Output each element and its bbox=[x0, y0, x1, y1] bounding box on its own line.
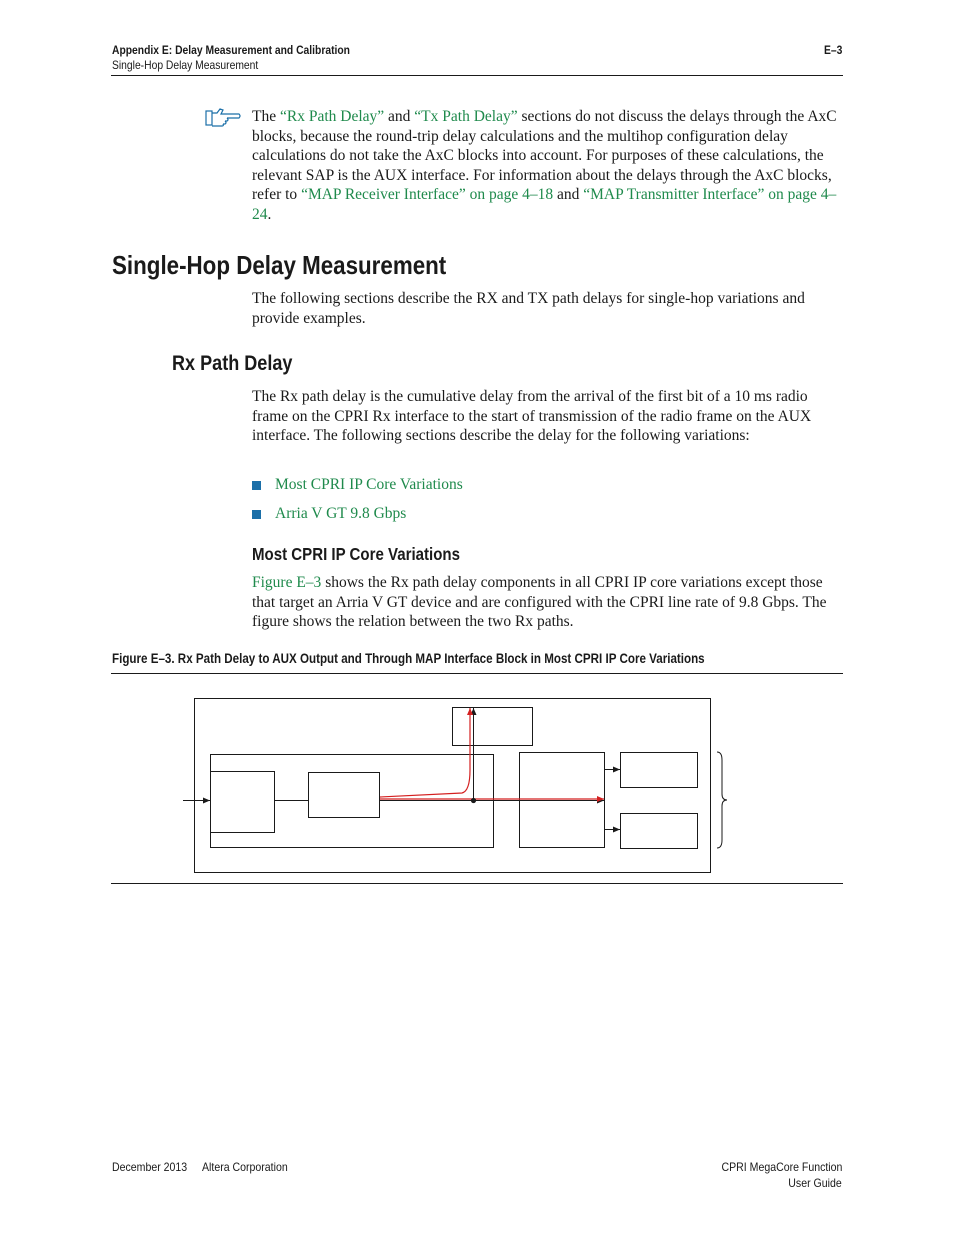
running-header-subtitle: Single-Hop Delay Measurement bbox=[112, 58, 259, 72]
footer-date: December 2013 bbox=[112, 1160, 188, 1174]
subsubsection-body: Figure E–3 shows the Rx path delay components in all CPRI IP core variations except those that target an Arria V GT device and are configured with the CPRI line rate of 9.8 Gbps. The figure shows the relation between the two Rx paths. bbox=[252, 574, 827, 631]
brace bbox=[717, 752, 727, 848]
output-block-bottom bbox=[621, 814, 698, 849]
rx-transceiver-block bbox=[211, 772, 275, 833]
output-block-top bbox=[621, 753, 698, 788]
link-rx-path-delay[interactable]: “Rx Path Delay” bbox=[279, 108, 385, 125]
figure-rule-bottom bbox=[111, 883, 843, 884]
map-interface-block bbox=[453, 708, 533, 746]
bullet-marker bbox=[252, 510, 261, 519]
section-heading: Single-Hop Delay Measurement bbox=[112, 250, 447, 280]
link-figure-e3[interactable]: Figure E–3 bbox=[252, 574, 322, 591]
red-path-to-map bbox=[380, 708, 470, 797]
subsection-body: The Rx path delay is the cumulative delay from the arrival of the first bit of a 10 ms radio frame on the CPRI Rx interface to the start of transmission of the radio frame on the AUX interface. The following sections describe the delay for the following variations: bbox=[252, 388, 812, 445]
rx-buffer-block bbox=[309, 773, 380, 818]
link-arria-v-gt[interactable]: Arria V GT 9.8 Gbps bbox=[275, 505, 407, 522]
junction-dot bbox=[471, 798, 476, 803]
link-map-transmitter-interface[interactable]: “MAP Transmitter Interface” on page 4–24 bbox=[252, 186, 837, 223]
figure-rule-top bbox=[111, 673, 843, 674]
section-intro: The following sections describe the RX and TX path delays for single-hop variations and provide examples. bbox=[252, 290, 805, 327]
rx-path-delay-diagram bbox=[180, 695, 740, 877]
bullet-marker bbox=[252, 481, 261, 490]
footer-product: CPRI MegaCore Function bbox=[721, 1160, 842, 1174]
link-map-receiver-interface[interactable]: “MAP Receiver Interface” on page 4–18 bbox=[301, 186, 554, 204]
subsubsection-heading: Most CPRI IP Core Variations bbox=[252, 544, 460, 564]
subsection-heading: Rx Path Delay bbox=[172, 352, 293, 375]
link-tx-path-delay[interactable]: “Tx Path Delay” bbox=[414, 108, 518, 125]
note-paragraph: The “Rx Path Delay” and “Tx Path Delay” sections do not discuss the delays through the AxC blocks, because the round-trip delay calculations and the multihop configuration delay calculations do not take the AxC blocks into account. For purposes of these calculations, the relevant SAP is the AUX interface. For information about the delays through the AxC blocks, refer to “MAP Receiver Interface” on page 4–18 and “MAP Transmitter Interface” on page 4–24. bbox=[252, 108, 837, 223]
footer-company: Altera Corporation bbox=[202, 1160, 288, 1174]
header-rule bbox=[111, 75, 843, 76]
figure-caption: Figure E–3. Rx Path Delay to AUX Output and Through MAP Interface Block in Most CPRI IP Core Variations bbox=[112, 651, 705, 666]
link-most-cpri-variations[interactable]: Most CPRI IP Core Variations bbox=[275, 476, 463, 493]
pointing-hand-icon bbox=[205, 108, 241, 128]
page-number: E–3 bbox=[823, 43, 842, 57]
footer-doc: User Guide bbox=[788, 1176, 842, 1190]
running-header-title: Appendix E: Delay Measurement and Calibration bbox=[112, 43, 350, 57]
